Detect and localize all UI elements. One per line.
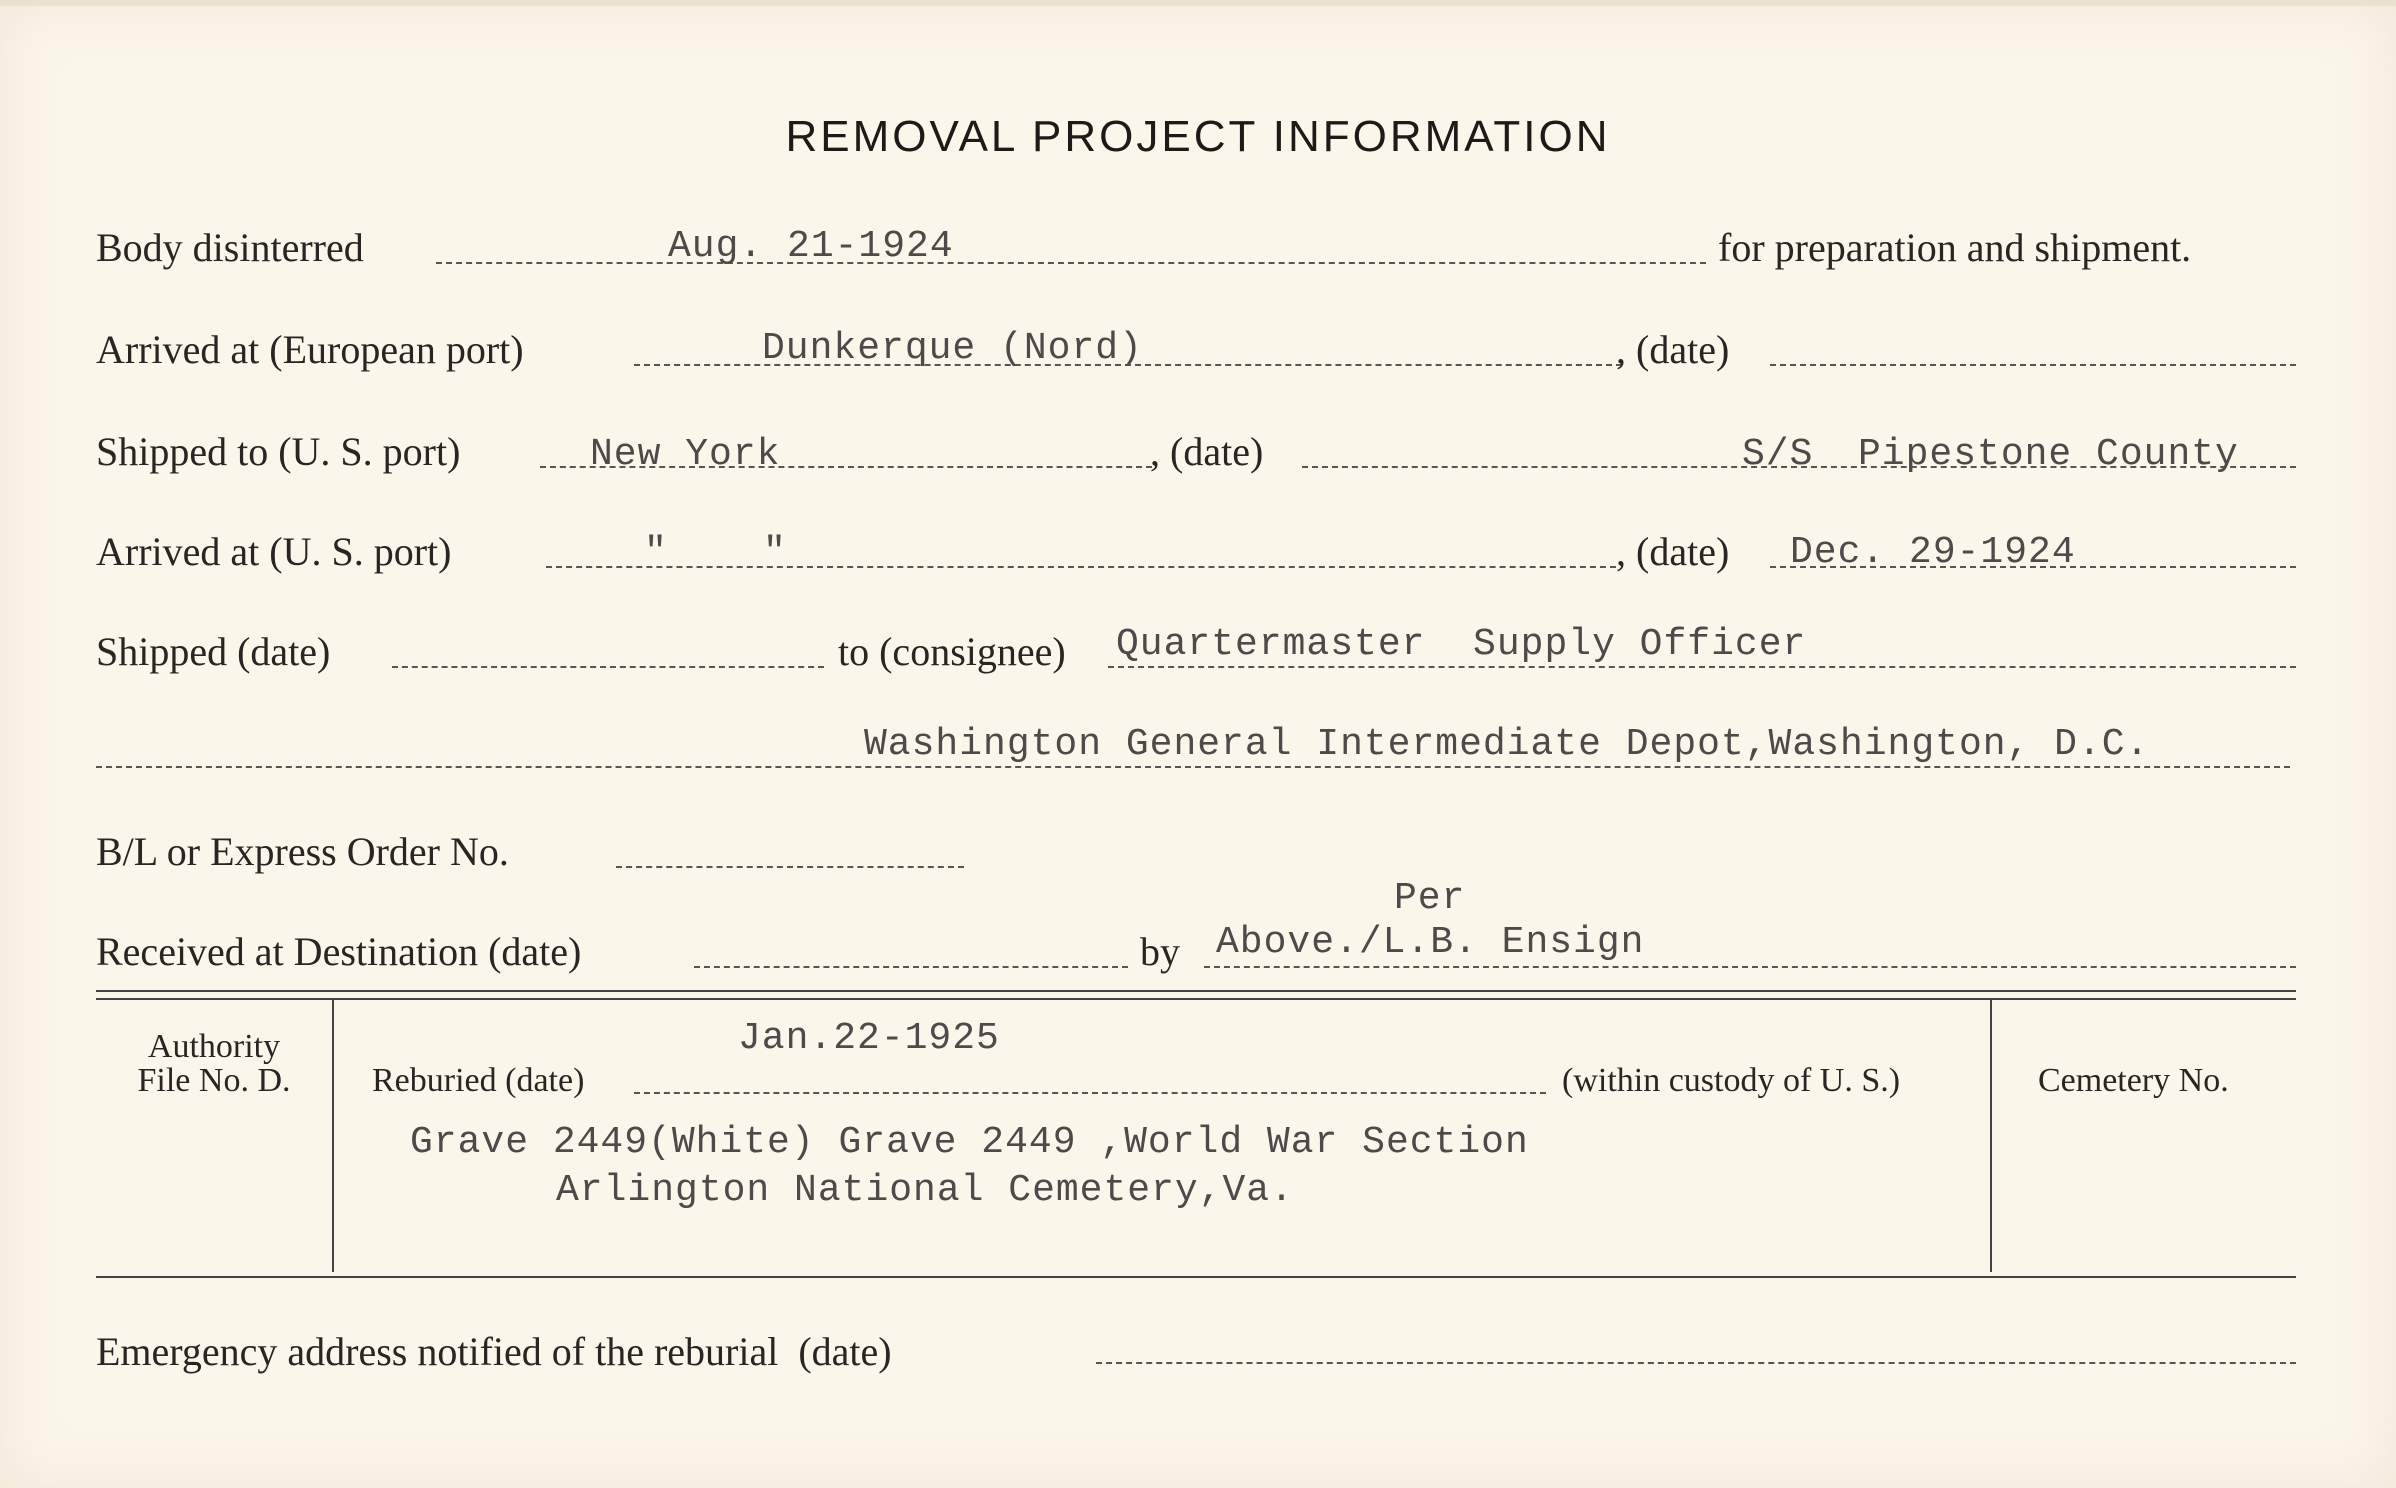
received-by-line	[1204, 966, 2296, 968]
authority-file-label: File No. D.	[137, 1062, 291, 1099]
consignee-address-value: Washington General Intermediate Depot,Washington, D.C.	[864, 723, 2150, 766]
grave-line-1: Grave 2449(White) Grave 2449 ,World War Section	[410, 1121, 1529, 1164]
body-disinterred-line	[436, 262, 1706, 264]
us-port-arrived-date-label: , (date)	[1616, 529, 1730, 574]
authority-label: Authority	[147, 1028, 281, 1065]
custody-label: (within custody of U. S.)	[1562, 1062, 1901, 1099]
reburied-date-value: Jan.22-1925	[738, 1017, 1000, 1060]
received-by-label: by	[1140, 929, 1180, 974]
received-by-value: Above./L.B. Ensign	[1216, 921, 1645, 964]
title-text: REMOVAL PROJECT INFORMATION	[785, 112, 1611, 161]
body-disinterred-label: Body disinterred	[96, 225, 364, 270]
bl-order-line	[616, 866, 964, 868]
us-port-arrived-date-value: Dec. 29-1924	[1790, 531, 2076, 574]
grave-line-2: Arlington National Cemetery,Va.	[556, 1169, 1294, 1212]
cemetery-no-label: Cemetery No.	[2038, 1062, 2229, 1099]
consignee-label: to (consignee)	[838, 629, 1066, 674]
us-port-shipped-label: Shipped to (U. S. port)	[96, 429, 461, 474]
us-port-arrived-label: Arrived at (U. S. port)	[96, 529, 452, 574]
ship-name-value: Pipestone County	[1858, 433, 2239, 476]
bl-order-label: B/L or Express Order No.	[96, 829, 509, 874]
emergency-address-label: Emergency address notified of the reburial (date)	[96, 1329, 892, 1374]
us-port-shipped-value: New York	[590, 433, 781, 476]
box-left-divider	[332, 1000, 334, 1272]
consignee-line	[1108, 666, 2296, 668]
received-destination-line	[694, 966, 1128, 968]
european-port-label: Arrived at (European port)	[96, 327, 524, 372]
reburied-label: Reburied (date)	[372, 1062, 585, 1099]
ship-prefix-value: S/S	[1742, 433, 1814, 476]
european-port-date-label: , (date)	[1616, 327, 1730, 372]
us-port-arrived-value: " "	[644, 531, 787, 574]
box-top-rule-1	[96, 990, 2296, 992]
preparation-shipment-text: for preparation and shipment.	[1718, 225, 2192, 270]
us-port-shipped-date-label: , (date)	[1150, 429, 1264, 474]
shipped-date-line	[392, 666, 824, 668]
box-bottom-rule	[96, 1276, 2296, 1278]
body-disinterred-value: Aug. 21-1924	[668, 225, 954, 268]
received-per-value: Per	[1394, 877, 1466, 920]
card-title	[0, 112, 2396, 162]
emergency-address-line	[1096, 1362, 2296, 1364]
box-right-divider	[1990, 1000, 1992, 1272]
consignee-value: Quartermaster Supply Officer	[1116, 623, 1807, 666]
received-destination-label: Received at Destination (date)	[96, 929, 582, 974]
shipped-date-label: Shipped (date)	[96, 629, 331, 674]
european-port-date-line	[1770, 364, 2296, 366]
card-top-edge	[0, 0, 2396, 6]
consignee-continuation-line	[96, 766, 2290, 768]
reburied-line	[634, 1092, 1546, 1094]
european-port-value: Dunkerque (Nord)	[762, 327, 1143, 370]
box-top-rule-2	[96, 998, 2296, 1000]
